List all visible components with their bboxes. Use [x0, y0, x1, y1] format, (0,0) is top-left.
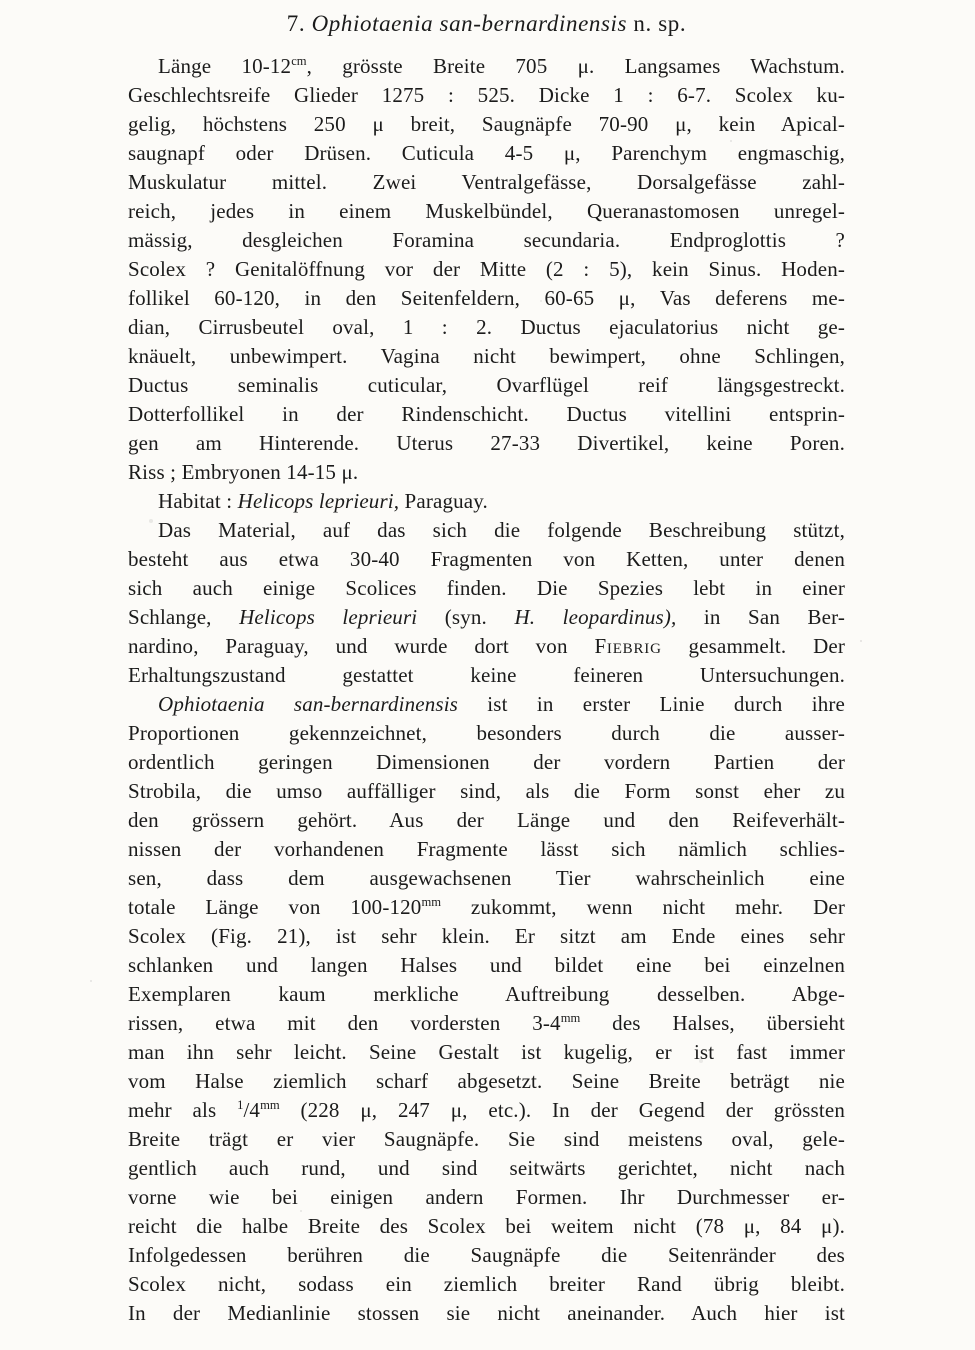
- text-line: [128, 458, 845, 487]
- text-segment: Ophiotaenia san-bernardinensis: [311, 11, 628, 36]
- text-line: [128, 400, 845, 429]
- text-segment: Exemplaren kaum merkliche Auftreibung desselben. Abge-: [128, 982, 845, 1006]
- text-segment: Muskulatur mittel. Zwei Ventralgefässe, Dorsalgefässe zahl-: [128, 170, 845, 194]
- text-line: [128, 197, 845, 226]
- text-segment: In der Medianlinie stossen sie nicht aneinander. Auch hier ist: [128, 1301, 845, 1325]
- text-segment: besteht aus etwa 30-40 Fragmenten von Ketten, unter denen: [128, 547, 845, 571]
- text-segment: cm: [291, 54, 307, 68]
- text-line: [128, 284, 845, 313]
- text-segment: gesammelt. Der: [661, 634, 846, 658]
- text-segment: in San Ber-: [676, 605, 845, 629]
- text-segment: Helicops leprieuri: [239, 605, 418, 629]
- text-segment: Länge 10-12: [158, 54, 292, 78]
- text-line: [128, 1241, 845, 1270]
- text-segment: gentlich auch rund, und sind seitwärts gerichtet, nicht nach: [128, 1156, 845, 1180]
- text-segment: ordentlich geringen Dimensionen der vordern Partien der: [128, 750, 845, 774]
- text-segment: Fiebrig: [594, 634, 662, 658]
- text-line: [128, 1212, 845, 1241]
- text-line: [128, 516, 845, 545]
- text-segment: Infolgedessen berühren die Saugnäpfe die Seitenränder des: [128, 1243, 845, 1267]
- text-line: [128, 1154, 845, 1183]
- text-segment: (228 μ, 247 μ, etc.). In der Gegend der grössten: [279, 1098, 845, 1122]
- text-line: [128, 690, 845, 719]
- text-segment: follikel 60-120, in den Seitenfeldern, 60-65 μ, Vas deferens me-: [128, 286, 845, 310]
- text-segment: vorne wie bei einigen andern Formen. Ihr Durchmesser er-: [128, 1185, 845, 1209]
- text-segment: Geschlechtsreife Glieder 1275 : 525. Dicke 1 : 6-7. Scolex ku-: [128, 83, 845, 107]
- text-line: [128, 255, 845, 284]
- text-segment: mm: [421, 895, 442, 909]
- text-line: [128, 1038, 845, 1067]
- text-segment: , grösste Breite 705 μ. Langsames Wachstum.: [306, 54, 845, 78]
- text-segment: Helicops leprieuri,: [237, 489, 400, 513]
- text-line: [128, 487, 845, 516]
- text-line: [128, 893, 845, 922]
- text-segment: Ductus seminalis cuticular, Ovarflügel reif längsgestreckt.: [128, 373, 845, 397]
- text-line: [128, 719, 845, 748]
- text-line: [128, 429, 845, 458]
- text-line: [128, 864, 845, 893]
- text-segment: Paraguay.: [399, 489, 488, 513]
- text-segment: Scolex (Fig. 21), ist sehr klein. Er sitzt am Ende eines sehr: [128, 924, 845, 948]
- text-segment: nardino, Paraguay, und wurde dort von: [128, 634, 595, 658]
- text-line: [128, 81, 845, 110]
- text-segment: man ihn sehr leicht. Seine Gestalt ist kugelig, er ist fast immer: [128, 1040, 845, 1064]
- text-segment: /4: [243, 1098, 261, 1122]
- text-segment: des Halses, übersieht: [580, 1011, 845, 1035]
- text-segment: Das Material, auf das sich die folgende Beschreibung stützt,: [158, 518, 845, 542]
- text-line: [128, 1009, 845, 1038]
- text-segment: Dotterfollikel in der Rindenschicht. Ductus vitellini entsprin-: [128, 402, 845, 426]
- text-line: [128, 545, 845, 574]
- text-line: [128, 1067, 845, 1096]
- text-segment: Riss ; Embryonen 14-15 μ.: [128, 460, 359, 484]
- scan-speckles: [0, 0, 2, 2]
- text-segment: Schlange,: [128, 605, 240, 629]
- text-line: [128, 574, 845, 603]
- text-line: [128, 777, 845, 806]
- text-line: [128, 1183, 845, 1212]
- text-segment: zukommt, wenn nicht mehr. Der: [441, 895, 845, 919]
- text-line: [128, 632, 845, 661]
- text-segment: sich auch einige Scolices finden. Die Spezies lebt in einer: [128, 576, 845, 600]
- text-segment: Proportionen gekennzeichnet, besonders durch die ausser-: [128, 721, 845, 745]
- text-segment: rissen, etwa mit den vordersten 3-4: [128, 1011, 561, 1035]
- text-line: [128, 52, 845, 81]
- text-segment: 1: [237, 1098, 244, 1112]
- text-line: [128, 110, 845, 139]
- text-segment: reicht die halbe Breite des Scolex bei weitem nicht (78 μ, 84 μ).: [128, 1214, 845, 1238]
- text-segment: knäuelt, unbewimpert. Vagina nicht bewimpert, ohne Schlingen,: [128, 344, 845, 368]
- text-segment: mässig, desgleichen Foramina secundaria. Endproglottis ?: [128, 228, 845, 252]
- text-segment: gelig, höchstens 250 μ breit, Saugnäpfe 70-90 μ, kein Apical-: [128, 112, 845, 136]
- text-segment: 7.: [286, 11, 312, 36]
- text-line: [128, 806, 845, 835]
- text-segment: vom Halse ziemlich scharf abgesetzt. Seine Breite beträgt nie: [128, 1069, 845, 1093]
- text-line: [128, 139, 845, 168]
- text-segment: den grössern gehört. Aus der Länge und den Reifeverhält-: [128, 808, 845, 832]
- text-line: [128, 835, 845, 864]
- text-line: [128, 371, 845, 400]
- text-segment: Breite trägt er vier Saugnäpfe. Sie sind meistens oval, gele-: [128, 1127, 845, 1151]
- page-title: [128, 0, 845, 39]
- text-segment: Scolex nicht, sodass ein ziemlich breiter Rand übrig bleibt.: [128, 1272, 845, 1296]
- text-line: [128, 661, 845, 690]
- text-segment: Erhaltungszustand gestattet keine feineren Untersuchungen.: [128, 663, 845, 687]
- text-segment: Habitat :: [158, 489, 238, 513]
- text-segment: schlanken und langen Halses und bildet eine bei einzelnen: [128, 953, 845, 977]
- text-line: [128, 748, 845, 777]
- text-segment: saugnapf oder Drüsen. Cuticula 4-5 μ, Parenchym engmaschig,: [128, 141, 845, 165]
- text-line: [128, 980, 845, 1009]
- text-segment: H. leopardinus),: [514, 605, 677, 629]
- text-segment: sen, dass dem ausgewachsenen Tier wahrscheinlich eine: [128, 866, 845, 890]
- text-line: [128, 226, 845, 255]
- text-line: [128, 1096, 845, 1125]
- text-segment: (syn.: [417, 605, 515, 629]
- text-line: [128, 951, 845, 980]
- text-segment: nissen der vorhandenen Fragmente lässt sich nämlich schlies-: [128, 837, 845, 861]
- text-segment: totale Länge von 100-120: [128, 895, 422, 919]
- text-segment: Scolex ? Genitalöffnung vor der Mitte (2 : 5), kein Sinus. Hoden-: [128, 257, 845, 281]
- text-line: [128, 603, 845, 632]
- text-segment: n. sp.: [627, 11, 687, 36]
- text-line: [128, 342, 845, 371]
- text-segment: mm: [560, 1011, 581, 1025]
- text-line: [128, 1299, 845, 1328]
- page-body: [128, 52, 845, 1328]
- text-segment: ist in erster Linie durch ihre: [458, 692, 845, 716]
- text-line: [128, 313, 845, 342]
- text-segment: gen am Hinterende. Uterus 27-33 Divertikel, keine Poren.: [128, 431, 845, 455]
- text-line: [128, 168, 845, 197]
- text-segment: Strobila, die umso auffälliger sind, als die Form sonst eher zu: [128, 779, 845, 803]
- text-line: [128, 1270, 845, 1299]
- text-segment: reich, jedes in einem Muskelbündel, Queranastomosen unregel-: [128, 199, 845, 223]
- text-segment: dian, Cirrusbeutel oval, 1 : 2. Ductus ejaculatorius nicht ge-: [128, 315, 845, 339]
- text-segment: mm: [260, 1098, 280, 1112]
- text-line: [128, 922, 845, 951]
- text-segment: mehr als: [128, 1098, 238, 1122]
- text-segment: Ophiotaenia san-bernardinensis: [158, 692, 458, 716]
- text-line: [128, 1125, 845, 1154]
